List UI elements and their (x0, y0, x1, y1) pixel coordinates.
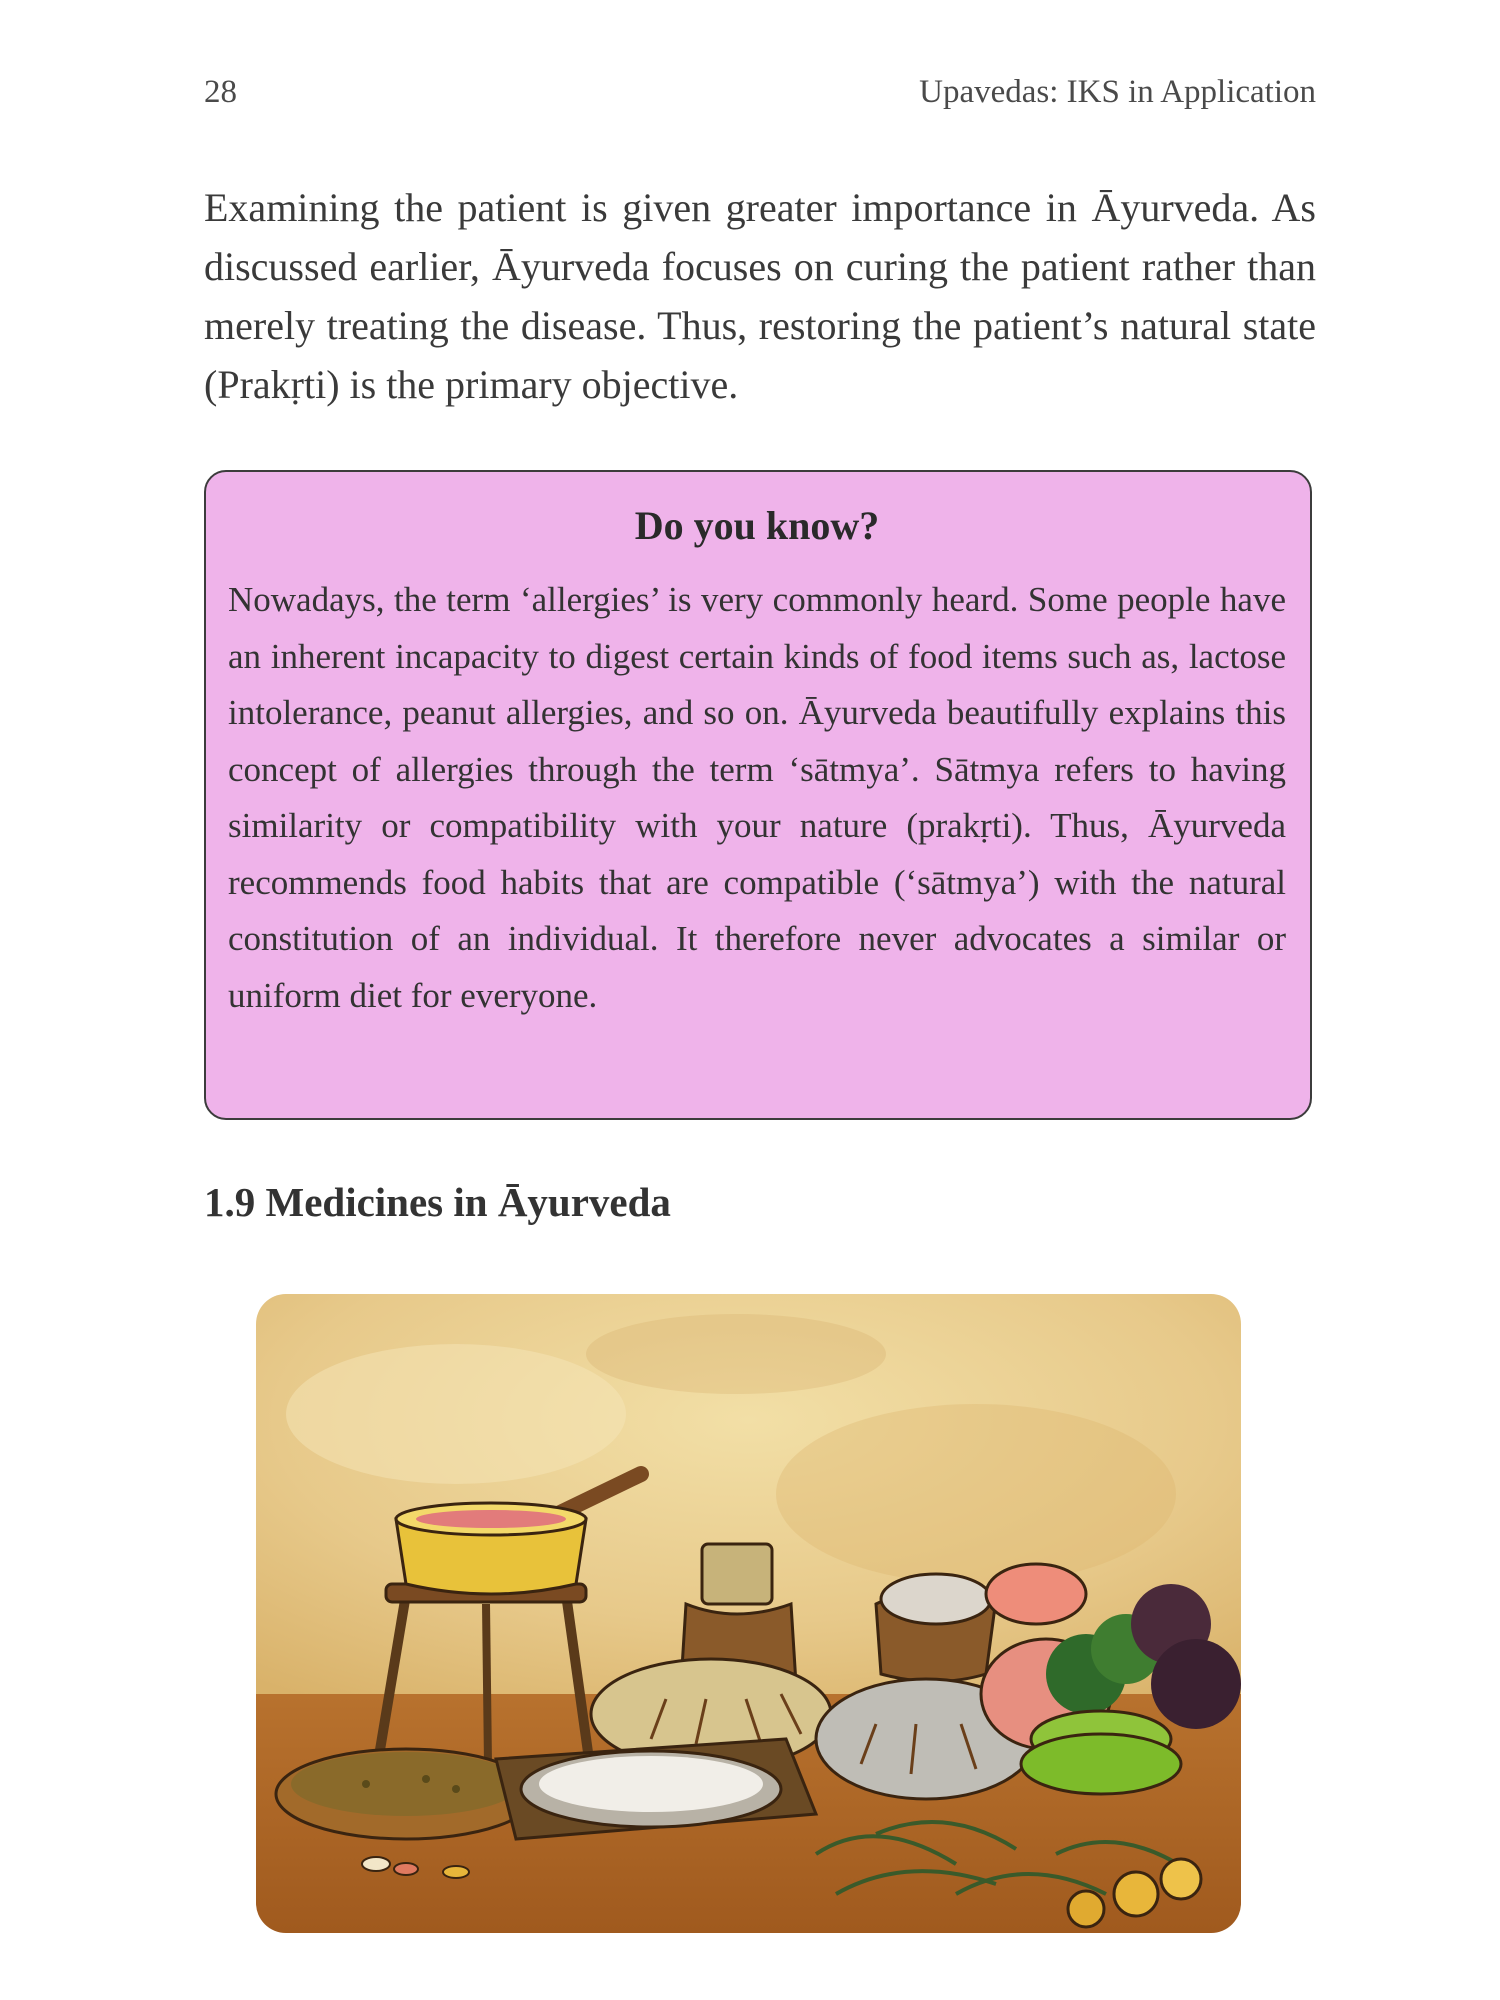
ayurveda-medicines-illustration (256, 1294, 1241, 1933)
callout-body: Nowadays, the term ‘allergies’ is very commonly heard. Some people have an inherent incapacity to digest certain kinds of food items such as, lactose intolerance, peanut allergies, and so on. Āyurveda beautifully explains this concept of allergies through the term ‘sātmya’. Sātmya refers to having similarity or compatibility with your nature (prakṛti). Thus, Āyurveda recommends food habits that are compatible (‘sātmya’) with the natural constitution of an individual. It therefore never advocates a similar or uniform diet for everyone. (228, 580, 1286, 1015)
running-title: Upavedas: IKS in Application (919, 74, 1316, 110)
wall-texture (776, 1404, 1176, 1584)
wall-texture (286, 1344, 626, 1484)
do-you-know-box (204, 470, 1312, 1120)
intro-paragraph: Examining the patient is given greater importance in Āyurveda. As discussed earlier, Āyurveda focuses on curing the patient rather than merely treating the disease. Thus, restoring the patient’s natural state (Prakṛti) is the primary objective. (204, 185, 1316, 407)
callout-title: Do you know? (634, 503, 880, 548)
page-header (204, 74, 1316, 124)
wall-texture (586, 1314, 886, 1394)
page-number: 28 (204, 74, 237, 110)
green-dish (1021, 1734, 1181, 1794)
section-heading: 1.9 Medicines in Āyurveda (204, 1179, 671, 1225)
